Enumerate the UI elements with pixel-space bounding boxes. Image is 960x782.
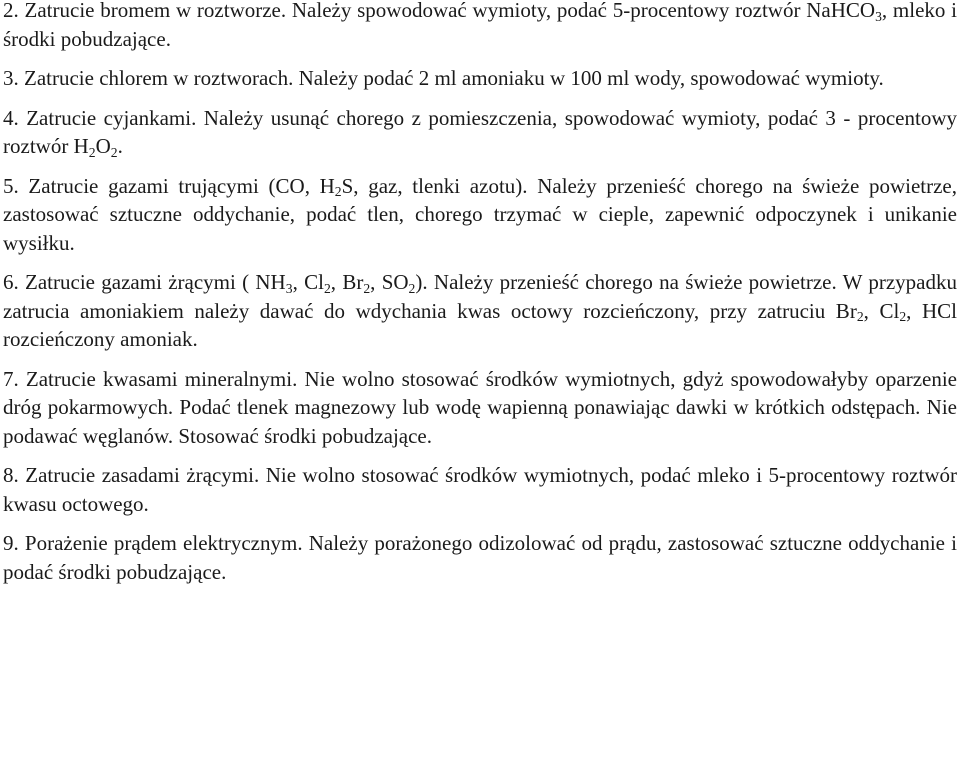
text-segment: O (95, 134, 111, 158)
text-segment: , Cl (863, 298, 900, 323)
text-segment: 7. Zatrucie kwasami mineralnymi. Nie wolno stosować środków wymiotnych, gdyż spowodowałyby oparzenie dróg pokarmowych. Podać tlenek magnezowy lub wodę wapienną ponawiając dawki w krótkich odstępach. Nie podawać węglanów. Stosować środki pobudzające. (3, 366, 957, 448)
text-segment: 8. Zatrucie zasadami żrącymi. Nie wolno stosować środków wymiotnych, podać mleko i 5-procentowy roztwór kwasu octowego. (3, 463, 957, 516)
paragraph-bromine-poisoning (3, 0, 957, 53)
subscript: 2 (856, 309, 864, 325)
text-segment: 4. Zatrucie cyjankami. Należy usunąć chorego z pomieszczenia, spowodować wymioty, podać 3 - procentowy roztwór H (3, 105, 957, 158)
subscript: 2 (408, 280, 416, 296)
text-segment: , Br (330, 270, 364, 294)
text-segment: 6. Zatrucie gazami żrącymi ( NH (3, 270, 286, 294)
text-segment: , HCl rozcieńczony amoniak. (3, 298, 957, 351)
text-segment: 5. Zatrucie gazami trującymi (CO, H (3, 173, 335, 198)
subscript: 2 (899, 309, 907, 325)
subscript: 2 (110, 144, 118, 160)
text-segment: 3. Zatrucie chlorem w roztworach. Należy podać 2 ml amoniaku w 100 ml wody, spowodować wymioty. (3, 66, 884, 90)
paragraph-mineral-acid-poisoning (3, 365, 957, 451)
document-body (3, 0, 957, 597)
text-segment: ). Należy przenieść chorego na świeże powietrze. W przypadku zatrucia amoniakiem należy dawać do wdychania kwas octowy rozcieńczony, przy zatruciu Br (3, 270, 957, 323)
paragraph-toxic-gas-poisoning (3, 172, 957, 258)
text-segment: . (117, 134, 123, 158)
text-segment: S, gaz, tlenki azotu). Należy przenieść chorego na świeże powietrze, zastosować sztuczne oddychanie, podać tlen, chorego trzymać w cieple, zapewnić odpoczynek i unikanie wysiłku. (3, 173, 957, 255)
paragraph-chlorine-poisoning (3, 64, 957, 93)
text-segment: 9. Porażenie prądem elektrycznym. Należy porażonego odizolować od prądu, zastosować sztuczne oddychanie i podać środki pobudzające. (3, 531, 957, 584)
paragraph-caustic-alkali-poisoning (3, 461, 957, 518)
subscript: 2 (323, 280, 331, 296)
paragraph-cyanide-poisoning (3, 104, 957, 161)
text-segment: , SO (370, 270, 409, 294)
text-segment: , Cl (292, 270, 324, 294)
paragraph-corrosive-gas-poisoning (3, 268, 957, 354)
subscript: 2 (88, 144, 96, 160)
paragraph-electric-shock (3, 529, 957, 586)
text-segment: 2. Zatrucie bromem w roztworze. Należy spowodować wymioty, podać 5-procentowy roztwór NaHCO (3, 0, 876, 22)
text-segment: , mleko i środki pobudzające. (3, 0, 957, 51)
subscript: 3 (875, 8, 882, 24)
subscript: 3 (285, 280, 293, 296)
subscript: 2 (363, 280, 371, 296)
subscript: 2 (334, 184, 342, 200)
